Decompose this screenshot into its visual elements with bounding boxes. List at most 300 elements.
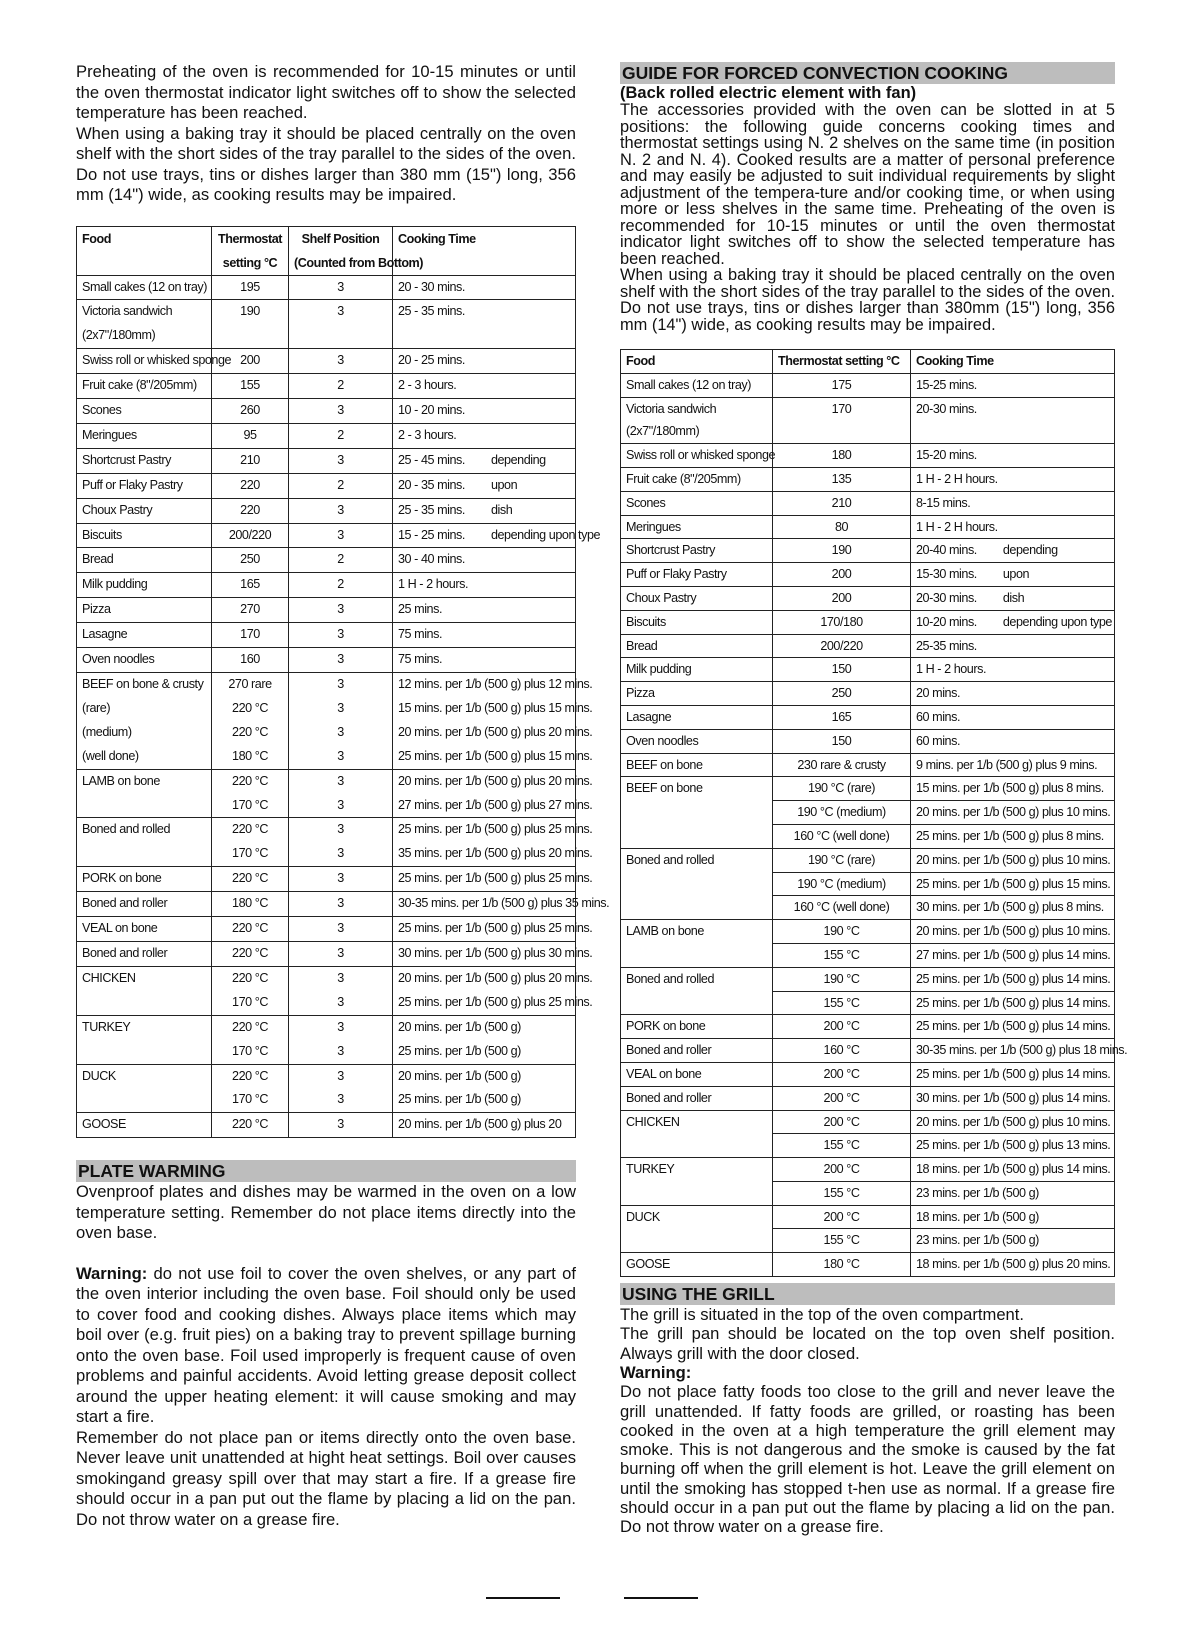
table-row [77, 867, 576, 892]
table-row [621, 1015, 1115, 1039]
table-cell: 190 [212, 300, 289, 324]
table-cell: 160 °C (well done) [773, 896, 911, 920]
table-cell-time [393, 448, 576, 473]
table-cell [621, 1229, 773, 1253]
cooking-time: 20-40 mins. [916, 543, 977, 558]
table-row [77, 648, 576, 673]
table-row [621, 920, 1115, 944]
table-header-time: Cooking Time [911, 350, 1115, 374]
table-cell-time [393, 917, 593, 942]
table-row [77, 892, 576, 917]
table-cell: 95 [212, 423, 289, 448]
table-cell: 190 °C (medium) [773, 801, 911, 825]
table-cell: 220 °C [212, 966, 289, 990]
table-cell: GOOSE [621, 1253, 773, 1277]
cooking-time: 1 H - 2 hours. [916, 662, 986, 677]
cooking-time: 25 mins. per 1/b (500 g) plus 14 mins. [916, 995, 1111, 1010]
table-cell: 3 [289, 745, 393, 769]
table-cell: 220 °C [212, 941, 289, 966]
table-cell-time [393, 598, 576, 623]
table-cell: 3 [289, 966, 393, 990]
table-cell: Choux Pastry [77, 498, 212, 523]
table-cell: 3 [289, 769, 393, 793]
forced-convection-subheading: (Back rolled electric element with fan) [620, 84, 917, 102]
table-cell: 170 °C [212, 991, 289, 1015]
table-cell: 3 [289, 275, 393, 300]
table-cell: 170 [212, 623, 289, 648]
table-cell: 220 °C [212, 917, 289, 942]
table-cell-time [393, 769, 593, 793]
table-row [77, 794, 576, 818]
table-row [621, 658, 1115, 682]
table-cell: 175 [773, 373, 911, 397]
table-cell: 155 °C [773, 1229, 911, 1253]
table-cell-time [393, 349, 576, 374]
table-cell: BEEF on bone [621, 753, 773, 777]
cooking-time: 30-35 mins. per 1/b (500 g) plus 35 mins. [398, 896, 610, 911]
table-cell: 3 [289, 523, 393, 548]
table-header-thermostat: Thermostat setting °C [773, 350, 911, 374]
table-row [77, 349, 576, 374]
table-cell-time [911, 896, 1115, 920]
table-cell: 155 [212, 374, 289, 399]
cooking-time: 30 mins. per 1/b (500 g) plus 14 mins. [916, 1090, 1111, 1105]
table-cell-time [911, 705, 1115, 729]
cooking-time: 27 mins. per 1/b (500 g) plus 27 mins. [398, 797, 593, 812]
cooking-time: 25 mins. per 1/b (500 g) plus 14 mins. [916, 1019, 1111, 1034]
table-row [77, 1088, 576, 1112]
table-cell-time [911, 1062, 1115, 1086]
table-cell-time [911, 563, 1115, 587]
table-cell: Milk pudding [621, 658, 773, 682]
table-cell: 3 [289, 300, 393, 324]
table-cell-time [911, 373, 1115, 397]
cooking-time: 1 H - 2 hours. [398, 577, 468, 592]
table-cell: 3 [289, 867, 393, 892]
table-row [77, 966, 576, 990]
cooking-time: 27 mins. per 1/b (500 g) plus 14 mins. [916, 947, 1111, 962]
cooking-time: 12 mins. per 1/b (500 g) plus 12 mins. [398, 677, 593, 691]
table-cell: 230 rare & crusty [773, 753, 911, 777]
cooking-time: 20 mins. per 1/b (500 g) plus 20 mins. [398, 773, 593, 788]
table-cell: 170 °C [212, 794, 289, 818]
table-cell: 190 [773, 539, 911, 563]
cooking-time: 20 mins. per 1/b (500 g) [398, 1068, 521, 1083]
table-row [621, 444, 1115, 468]
table-cell-time [393, 1015, 576, 1039]
table-cell: VEAL on bone [77, 917, 212, 942]
table-cell-time [393, 324, 576, 348]
table-cell: VEAL on bone [621, 1062, 773, 1086]
table-cell-time [393, 794, 593, 818]
table-cell: TURKEY [621, 1158, 773, 1182]
table-cell-time [393, 697, 593, 721]
table-cell: 3 [289, 721, 393, 745]
cooking-time: 30 mins. per 1/b (500 g) plus 8 mins. [916, 900, 1104, 915]
table-cell: Shortcrust Pastry [77, 448, 212, 473]
table-cell-time [911, 444, 1115, 468]
cooking-time: 9 mins. per 1/b (500 g) plus 9 mins. [916, 757, 1098, 772]
table-cell [621, 943, 773, 967]
cooking-time: 15-20 mins. [916, 448, 977, 463]
table-cell: 3 [289, 648, 393, 673]
forced-convection-table [620, 349, 1128, 1277]
table-cell: 220 °C [212, 769, 289, 793]
table-cell: 200 °C [773, 1205, 911, 1229]
cooking-time: 18 mins. per 1/b (500 g) plus 20 mins. [916, 1257, 1111, 1272]
table-cell-time [393, 1064, 576, 1088]
cooking-time: 20 mins. per 1/b (500 g) plus 10 mins. [916, 852, 1111, 867]
table-row [621, 563, 1115, 587]
table-cell: 210 [773, 491, 911, 515]
table-cell: Oven noodles [621, 729, 773, 753]
table-cell: (medium) [77, 721, 212, 745]
left-intro-paragraph-2: When using a baking tray it should be placed centrally on the oven shelf with the short sides of the tray parallel to the sides of the oven. Do not use trays, tins or dishes larger than 380 mm (15") long, 356 mm (14") wide, as cooking results may be impaired. [76, 123, 576, 204]
cooking-time: 35 mins. per 1/b (500 g) plus 20 mins. [398, 846, 593, 861]
table-cell: 250 [212, 548, 289, 573]
table-row [621, 943, 1115, 967]
table-row [621, 467, 1115, 491]
grill-heading: USING THE GRILL [620, 1283, 1115, 1305]
table-cell [621, 801, 773, 825]
table-cell: 190 °C (rare) [773, 848, 911, 872]
table-cell-time [393, 399, 576, 424]
table-cell: LAMB on bone [621, 920, 773, 944]
table-cell-time [911, 824, 1115, 848]
table-cell-time [393, 991, 593, 1015]
table-row [77, 573, 576, 598]
warning-paragraph-2: Remember do not place pan or items directly onto the oven base. Never leave unit unattended at hight heat settings. Boil over causes smokingand greasy spill over that may start a fire. If a grease fire should occur in a pan put out the flame by placing a lid on the pan. Do not throw water on a grease fire. [76, 1427, 576, 1529]
table-cell: 170 [773, 397, 911, 420]
table-cell: (well done) [77, 745, 212, 769]
table-row [77, 697, 576, 721]
cooking-time: 25 mins. per 1/b (500 g) plus 15 mins. [916, 876, 1111, 891]
table-row [77, 1015, 576, 1039]
table-cell: 270 rare [212, 673, 289, 697]
cooking-time: 75 mins. [398, 627, 442, 642]
table-cell-time [911, 634, 1115, 658]
table-cell-time [393, 745, 593, 769]
table-cell: Boned and rolled [77, 818, 212, 842]
table-cell: 220 °C [212, 867, 289, 892]
table-cell: Scones [77, 399, 212, 424]
cooking-note: dish [1002, 590, 1025, 605]
cooking-time: 15 mins. per 1/b (500 g) plus 15 mins. [398, 700, 593, 715]
table-cell: 155 °C [773, 1181, 911, 1205]
table-cell [621, 1181, 773, 1205]
table-row [77, 324, 576, 348]
cooking-time: 20-30 mins. [916, 590, 977, 605]
table-cell-time [393, 842, 593, 866]
table-row [77, 1113, 576, 1138]
table-header-shelf: Shelf Position (Counted from Bottom) [289, 226, 393, 275]
table-cell: 80 [773, 515, 911, 539]
cooking-time: 15 mins. per 1/b (500 g) plus 8 mins. [916, 781, 1104, 796]
cooking-time: 10-20 mins. [916, 614, 977, 629]
cooking-time: 25 mins. per 1/b (500 g) plus 14 mins. [916, 1066, 1111, 1081]
table-cell: 220 °C [212, 1015, 289, 1039]
table-cell: 155 °C [773, 991, 911, 1015]
cooking-time: 20 - 25 mins. [398, 353, 465, 368]
table-cell: 3 [289, 623, 393, 648]
cooking-time: 25 mins. per 1/b (500 g) plus 14 mins. [916, 971, 1111, 986]
table-header-food: Food [621, 350, 773, 374]
table-cell: Boned and rolled [621, 848, 773, 872]
cooking-time: 20 - 35 mins. [398, 477, 465, 492]
table-cell-time [911, 1158, 1115, 1182]
table-cell-time [911, 397, 1115, 420]
table-cell: 3 [289, 349, 393, 374]
table-cell: 155 °C [773, 943, 911, 967]
table-cell [773, 420, 911, 443]
table-cell: 150 [773, 658, 911, 682]
table-row [77, 523, 576, 548]
table-header-time: Cooking Time [393, 226, 576, 275]
cooking-time: 25 - 35 mins. [398, 502, 465, 517]
table-cell-time [911, 1015, 1115, 1039]
footer-rule-right [624, 1597, 698, 1599]
table-cell-time [393, 275, 576, 300]
table-cell: 200 [212, 349, 289, 374]
table-cell: BEEF on bone & crusty [77, 673, 212, 697]
table-cell: (2x7"/180mm) [77, 324, 212, 348]
table-cell: 155 °C [773, 1134, 911, 1158]
table-row [77, 1064, 576, 1088]
table-cell: 3 [289, 399, 393, 424]
table-row [77, 498, 576, 523]
table-cell-time [393, 523, 601, 548]
table-row [621, 824, 1115, 848]
table-cell [289, 324, 393, 348]
cooking-time: 60 mins. [916, 733, 960, 748]
table-cell [621, 896, 773, 920]
cooking-time: 30 - 40 mins. [398, 552, 465, 567]
table-cell: Fruit cake (8"/205mm) [621, 467, 773, 491]
table-row [77, 991, 576, 1015]
table-cell-time [393, 1040, 576, 1064]
cooking-time: 15 - 25 mins. [398, 527, 465, 542]
right-intro-paragraph-2: When using a baking tray it should be placed centrally on the oven shelf with the short sides of the tray parallel to the sides of the oven. Do not use trays, tins or dishes larger than 380mm (15") long, 356 mm (14") wide, as cooking results may be impaired. [620, 266, 1115, 334]
table-cell-time [911, 967, 1115, 991]
table-cell-time [393, 818, 593, 842]
table-cell: Pizza [77, 598, 212, 623]
table-cell: Choux Pastry [621, 586, 773, 610]
table-row [621, 1205, 1115, 1229]
table-cell: Swiss roll or whisked sponge [621, 444, 773, 468]
table-row [621, 610, 1115, 634]
table-row [621, 539, 1115, 563]
table-row [77, 673, 576, 697]
cooking-time: 25 mins. per 1/b (500 g) plus 25 mins. [398, 994, 593, 1009]
table-cell-time [911, 729, 1115, 753]
table-row [621, 1062, 1115, 1086]
table-row [621, 1181, 1115, 1205]
table-row [77, 448, 576, 473]
table-cell: Boned and roller [621, 1039, 773, 1063]
table-row [621, 1086, 1115, 1110]
cooking-time: 25 mins. per 1/b (500 g) plus 8 mins. [916, 828, 1104, 843]
table-cell: 220 °C [212, 818, 289, 842]
table-cell: 220 °C [212, 1113, 289, 1138]
table-cell: 200 [773, 563, 911, 587]
table-cell: 200 °C [773, 1110, 911, 1134]
table-cell-time [911, 682, 1115, 706]
table-cell-time [393, 1113, 576, 1138]
table-row [77, 399, 576, 424]
table-cell: GOOSE [77, 1113, 212, 1138]
table-row [621, 777, 1115, 801]
cooking-time: 15-30 mins. [916, 567, 977, 582]
table-cell: 180 °C [212, 745, 289, 769]
table-cell: 200 °C [773, 1015, 911, 1039]
table-row [77, 374, 576, 399]
table-cell: Shortcrust Pastry [621, 539, 773, 563]
table-row [77, 842, 576, 866]
table-cell: 3 [289, 697, 393, 721]
conventional-cooking-table [76, 226, 610, 1139]
table-cell [621, 991, 773, 1015]
table-cell: 3 [289, 794, 393, 818]
table-cell: 3 [289, 598, 393, 623]
table-cell-time [911, 491, 1115, 515]
plate-warming-heading: PLATE WARMING [76, 1160, 576, 1182]
left-column [76, 62, 610, 1530]
cooking-note: depending [490, 452, 546, 467]
cooking-time: 18 mins. per 1/b (500 g) plus 14 mins. [916, 1162, 1111, 1177]
table-cell: Small cakes (12 on tray) [621, 373, 773, 397]
table-cell-time [393, 648, 576, 673]
table-row [621, 515, 1115, 539]
table-cell: Victoria sandwich [621, 397, 773, 420]
table-row [621, 1253, 1115, 1277]
table-cell-time [911, 753, 1115, 777]
table-cell: Bread [77, 548, 212, 573]
cooking-note: depending [1002, 543, 1058, 558]
table-cell-time [393, 498, 576, 523]
table-cell-time [911, 586, 1115, 610]
table-cell: 220 °C [212, 697, 289, 721]
table-cell-time [393, 548, 576, 573]
cooking-time: 20 mins. per 1/b (500 g) plus 10 mins. [916, 924, 1111, 939]
table-cell: 260 [212, 399, 289, 424]
table-cell: 135 [773, 467, 911, 491]
table-cell-time [911, 1181, 1115, 1205]
table-cell: Lasagne [77, 623, 212, 648]
table-cell-time [911, 658, 1115, 682]
table-cell-time [911, 801, 1115, 825]
table-row [621, 1110, 1115, 1134]
table-row [621, 991, 1115, 1015]
cooking-time: 20 mins. per 1/b (500 g) plus 20 [398, 1117, 562, 1132]
table-row [621, 705, 1115, 729]
table-cell: 3 [289, 1040, 393, 1064]
cooking-time: 30 mins. per 1/b (500 g) plus 30 mins. [398, 945, 593, 960]
cooking-time: 1 H - 2 H hours. [916, 471, 998, 486]
table-row [77, 1040, 576, 1064]
table-cell: 160 [212, 648, 289, 673]
table-cell-time [911, 467, 1115, 491]
table-cell: BEEF on bone [621, 777, 773, 801]
table-cell [77, 794, 212, 818]
table-row [621, 420, 1115, 443]
table-cell [77, 991, 212, 1015]
table-cell: TURKEY [77, 1015, 212, 1039]
table-row [621, 373, 1115, 397]
cooking-time: 25 mins. per 1/b (500 g) plus 25 mins. [398, 871, 593, 886]
table-cell-time [393, 867, 593, 892]
cooking-time: 8-15 mins. [916, 495, 971, 510]
table-cell-time [911, 1229, 1115, 1253]
table-row [77, 598, 576, 623]
cooking-time: 1 H - 2 H hours. [916, 519, 998, 534]
table-cell-time [911, 1253, 1115, 1277]
table-cell: 3 [289, 917, 393, 942]
table-cell-time [911, 1110, 1115, 1134]
table-row [77, 300, 576, 324]
table-row [77, 745, 576, 769]
table-cell: Biscuits [77, 523, 212, 548]
table-cell-time [393, 941, 593, 966]
table-cell: 160 °C [773, 1039, 911, 1063]
table-cell: 165 [773, 705, 911, 729]
right-intro-paragraph-1: The accessories provided with the oven can be slotted in at 5 positions: the following guide concerns cooking times and thermostat settings using N. 2 shelves on the same time (in position N. 2 and N. 4). Cooked results are a matter of personal preference and may easily be adjusted to suit individual requirements by slight adjustment of the tempera-ture and/or cooking time, or when using more or less shelves in the same time. Preheating of the oven is recommended for 10-15 minutes or until the oven thermostat indicator light switches off to show the selected temperature has been reached. [620, 101, 1115, 268]
table-cell: 3 [289, 1088, 393, 1112]
table-cell: 190 °C (medium) [773, 872, 911, 896]
table-cell: Puff or Flaky Pastry [77, 473, 212, 498]
table-cell: Boned and rolled [621, 967, 773, 991]
table-row [77, 548, 576, 573]
table-cell: 2 [289, 473, 393, 498]
table-cell: 190 °C [773, 967, 911, 991]
table-cell: 200 °C [773, 1062, 911, 1086]
table-cell-time [393, 966, 593, 990]
table-cell: Bread [621, 634, 773, 658]
table-row [77, 473, 576, 498]
table-cell: Boned and roller [77, 941, 212, 966]
cooking-time: 25 mins. per 1/b (500 g) plus 25 mins. [398, 921, 593, 936]
grill-line-1: The grill is situated in the top of the oven compartment. [620, 1305, 1024, 1325]
table-cell [621, 824, 773, 848]
table-cell-time [393, 673, 593, 697]
table-cell-time [911, 610, 1115, 634]
table-cell: 190 °C (rare) [773, 777, 911, 801]
cooking-time: 20-30 mins. [916, 401, 977, 416]
table-cell: Small cakes (12 on tray) [77, 275, 212, 300]
table-cell: 200 [773, 586, 911, 610]
cooking-time: 25 mins. per 1/b (500 g) plus 25 mins. [398, 822, 593, 837]
table-cell: (rare) [77, 697, 212, 721]
warning-label: Warning: [76, 1263, 148, 1283]
table-header-thermostat: Thermostat setting °C [212, 226, 289, 275]
table-cell-time [393, 374, 576, 399]
table-cell: 3 [289, 498, 393, 523]
table-cell: 160 °C (well done) [773, 824, 911, 848]
left-intro-paragraph-1: Preheating of the oven is recommended for 10-15 minutes or until the oven thermostat indicator light switches off to show the selected temperature has been reached. [76, 62, 576, 122]
table-cell-time [911, 848, 1115, 872]
table-cell: 180 °C [212, 892, 289, 917]
cooking-time: 25 mins. per 1/b (500 g) plus 13 mins. [916, 1138, 1111, 1153]
table-cell-time [911, 539, 1115, 563]
table-cell: Milk pudding [77, 573, 212, 598]
cooking-note: depending upon type [490, 527, 601, 542]
table-cell: 170/180 [773, 610, 911, 634]
table-cell: Boned and roller [621, 1086, 773, 1110]
table-cell: 190 °C [773, 920, 911, 944]
plate-warming-text: Ovenproof plates and dishes may be warmed in the oven on a low temperature setting. Remember do not place items directly into the oven base. [76, 1182, 576, 1243]
cooking-time: 20 mins. per 1/b (500 g) [398, 1019, 521, 1034]
table-row [621, 634, 1115, 658]
cooking-time: 25 mins. per 1/b (500 g) plus 15 mins. [398, 748, 593, 763]
